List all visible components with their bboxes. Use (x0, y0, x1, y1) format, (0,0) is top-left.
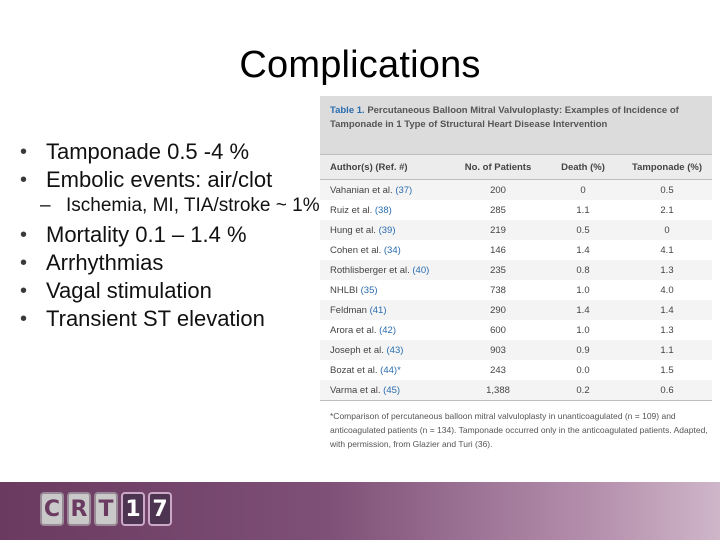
table-header-row (320, 154, 712, 180)
table-row (320, 220, 712, 240)
table-footnote: *Comparison of percutaneous balloon mitral valvuloplasty in unanticoagulated (n = 109) and anticoagulated patients (n = 134). Tamponade occurred only in the anticoagulated patients. Adapted, with permission, from Glazier and Turi (36). (330, 411, 708, 449)
reference-number: (43) (386, 344, 404, 356)
table-row (320, 300, 712, 320)
cell-death: 1.0 (576, 284, 590, 296)
reference-number: (41) (369, 304, 387, 316)
reference-number: (37) (395, 184, 413, 196)
table-row (320, 240, 712, 260)
author-name: Arora et al. (330, 324, 377, 336)
reference-number: (40) (412, 264, 430, 276)
table-row (320, 360, 712, 380)
cell-patients: 219 (490, 224, 506, 236)
bullet-marker: • (20, 169, 28, 191)
logo-tile: 1 (121, 492, 145, 526)
cell-tamponade: 1.3 (660, 264, 674, 276)
reference-number: (44)* (380, 364, 401, 376)
table-row (320, 200, 712, 220)
cell-death: 1.4 (576, 244, 590, 256)
reference-number: (42) (379, 324, 397, 336)
column-header-tamponade: Tamponade (%) (631, 161, 703, 173)
cell-author (320, 185, 452, 196)
table-row (320, 340, 712, 360)
cell-death: 0 (580, 184, 586, 196)
cell-patients: 1,388 (486, 384, 510, 396)
cell-death: 0.5 (576, 224, 590, 236)
bullet-item (20, 138, 320, 166)
cell-death: 0.8 (576, 264, 590, 276)
cell-patients: 200 (490, 184, 506, 196)
table-row (320, 380, 712, 400)
bullet-marker: • (20, 141, 28, 163)
reference-number: (39) (378, 224, 396, 236)
table-caption-text: Percutaneous Balloon Mitral Valvuloplasty: Examples of Incidence of Tamponade in 1 Type of Structural Heart Disease Intervention (330, 105, 679, 130)
cell-patients: 600 (490, 324, 506, 336)
logo-tile: 7 (148, 492, 172, 526)
cell-tamponade: 0 (664, 224, 670, 236)
bullet-marker: • (20, 308, 28, 330)
table-caption (320, 96, 712, 154)
sub-bullet-marker: – (40, 195, 51, 216)
bullet-item (20, 166, 320, 194)
bullet-item (20, 305, 320, 333)
bullet-marker: • (20, 252, 28, 274)
cell-patients: 235 (490, 264, 506, 276)
bullet-text-st-elevation: Transient ST elevation (46, 306, 265, 331)
cell-author (320, 285, 452, 296)
cell-patients: 146 (490, 244, 506, 256)
logo-tile: C (40, 492, 64, 526)
bullet-marker: • (20, 280, 28, 302)
cell-author (320, 265, 452, 276)
cell-author (320, 345, 452, 356)
cell-tamponade: 1.4 (660, 304, 674, 316)
cell-patients: 285 (490, 204, 506, 216)
bullet-text-tamponade: Tamponade 0.5 -4 % (46, 139, 250, 164)
cell-patients: 290 (490, 304, 506, 316)
table-label: Table 1. (330, 105, 365, 116)
cell-patients: 903 (490, 344, 506, 356)
author-name: Feldman (330, 304, 367, 316)
author-name: Ruiz et al. (330, 204, 373, 216)
bullet-text-vagal: Vagal stimulation (46, 278, 212, 303)
cell-author (320, 225, 452, 236)
reference-number: (35) (360, 284, 378, 296)
cell-tamponade: 2.1 (660, 204, 674, 216)
author-name: Varma et al. (330, 384, 381, 396)
author-name: Joseph et al. (330, 344, 384, 356)
crt17-logo (40, 492, 172, 526)
logo-tile: R (67, 492, 91, 526)
bullet-text-arrhythmias: Arrhythmias (46, 250, 164, 275)
table-body (320, 180, 712, 401)
bullet-marker: • (20, 224, 28, 246)
table-row (320, 280, 712, 300)
table-row (320, 320, 712, 340)
cell-tamponade: 1.3 (660, 324, 674, 336)
slide-title: Complications (239, 44, 481, 86)
author-name: Cohen et al. (330, 244, 382, 256)
bullet-text-mortality: Mortality 0.1 – 1.4 % (46, 222, 247, 247)
author-name: Vahanian et al. (330, 184, 393, 196)
table-row (320, 260, 712, 280)
cell-patients: 243 (490, 364, 506, 376)
cell-tamponade: 4.0 (660, 284, 674, 296)
sub-bullet-item (20, 196, 320, 215)
author-name: NHLBI (330, 284, 358, 296)
cell-patients: 738 (490, 284, 506, 296)
cell-author (320, 365, 452, 376)
cell-author (320, 305, 452, 316)
author-name: Hung et al. (330, 224, 376, 236)
cell-author (320, 205, 452, 216)
cell-death: 1.0 (576, 324, 590, 336)
tamponade-table-figure (320, 96, 712, 451)
sub-bullet-text-ischemia: Ischemia, MI, TIA/stroke ~ 1% (66, 195, 320, 216)
bullet-item (20, 249, 320, 277)
cell-death: 0.0 (576, 364, 590, 376)
bullet-list (20, 138, 320, 333)
reference-number: (34) (383, 244, 401, 256)
table-row (320, 180, 712, 200)
cell-author (320, 385, 452, 396)
cell-death: 1.4 (576, 304, 590, 316)
cell-death: 0.9 (576, 344, 590, 356)
bullet-item (20, 277, 320, 305)
column-header-patients: No. of Patients (464, 161, 532, 173)
author-name: Rothlisberger et al. (330, 264, 410, 276)
logo-tile: T (94, 492, 118, 526)
cell-death: 0.2 (576, 384, 590, 396)
cell-tamponade: 1.5 (660, 364, 674, 376)
cell-death: 1.1 (576, 204, 590, 216)
reference-number: (45) (383, 384, 401, 396)
author-name: Bozat et al. (330, 364, 378, 376)
column-header-author: Author(s) (Ref. #) (330, 161, 408, 173)
cell-author (320, 325, 452, 336)
reference-number: (38) (374, 204, 392, 216)
bullet-item (20, 221, 320, 249)
column-header-death: Death (%) (561, 161, 605, 173)
cell-tamponade: 1.1 (660, 344, 674, 356)
cell-tamponade: 0.5 (660, 184, 674, 196)
cell-tamponade: 0.6 (660, 384, 674, 396)
bullet-text-embolic: Embolic events: air/clot (46, 167, 273, 192)
cell-tamponade: 4.1 (660, 244, 674, 256)
cell-author (320, 245, 452, 256)
